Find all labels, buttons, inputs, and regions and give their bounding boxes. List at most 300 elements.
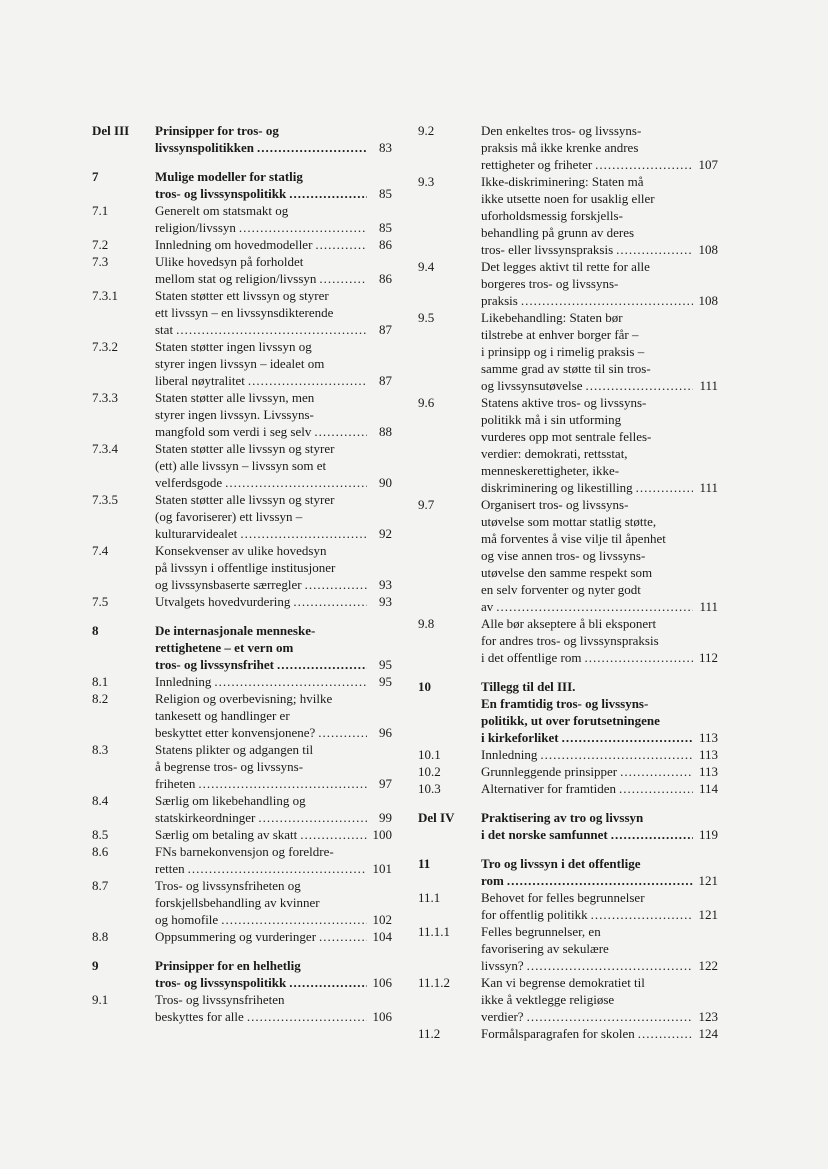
toc-leader-dots bbox=[293, 593, 367, 610]
toc-page-number: 97 bbox=[379, 776, 392, 791]
toc-title-line: og vise annen tros- og livssyns- bbox=[481, 548, 646, 563]
toc-title-line: Generelt om statsmakt og bbox=[155, 203, 289, 218]
toc-title-last-line bbox=[155, 139, 392, 156]
toc-page-number: 92 bbox=[379, 526, 392, 541]
toc-title-last-line bbox=[155, 974, 392, 991]
toc-title-line: menneskerettigheter, ikke- bbox=[481, 463, 620, 478]
toc-leader-dots bbox=[221, 911, 367, 928]
toc-title-line: favorisering av sekulære bbox=[481, 941, 609, 956]
toc-title-last-line bbox=[481, 377, 718, 394]
toc-entry-number: 9.7 bbox=[418, 497, 435, 512]
toc-entry-number: 8.3 bbox=[92, 742, 109, 757]
toc-entry-number: 9 bbox=[92, 958, 99, 973]
toc-entry-number: 8.1 bbox=[92, 674, 109, 689]
toc-title-line: Felles begrunnelser, en bbox=[481, 924, 601, 939]
toc-entry bbox=[418, 496, 718, 615]
toc-page-number: 121 bbox=[698, 907, 718, 922]
toc-leader-dots bbox=[176, 321, 367, 338]
toc-title-line: Praktisering av tro og livssyn bbox=[481, 810, 644, 825]
toc-entry bbox=[92, 690, 392, 741]
toc-entry-number: 9.3 bbox=[418, 174, 435, 189]
toc-page-number: 114 bbox=[698, 781, 718, 796]
toc-title-line: politikk må i sin utforming bbox=[481, 412, 622, 427]
toc-entry-number: 11.1.2 bbox=[418, 975, 451, 990]
toc-leader-dots bbox=[248, 372, 367, 389]
toc-title-line: Tillegg til del III. bbox=[481, 679, 576, 694]
toc-title-line: Det legges aktivt til rette for alle bbox=[481, 259, 650, 274]
toc-title-line: på livssyn i offentlige institusjoner bbox=[155, 560, 336, 575]
toc-title-line: utøvelse som mottar statlig støtte, bbox=[481, 514, 657, 529]
toc-title-last-line bbox=[155, 911, 392, 928]
toc-title-line: og livssynsutøvelse bbox=[481, 378, 583, 393]
toc-entry-number: 8 bbox=[92, 623, 99, 638]
toc-entry-title bbox=[155, 168, 392, 202]
toc-title-line: verdier? bbox=[481, 1009, 524, 1024]
toc-title-last-line bbox=[155, 372, 392, 389]
toc-entry-number: 7.5 bbox=[92, 594, 109, 609]
toc-title-last-line bbox=[155, 525, 392, 542]
toc-title-line: Tros- og livssynsfriheten bbox=[155, 992, 285, 1007]
toc-title-last-line bbox=[481, 241, 718, 258]
toc-title-line: mellom stat og religion/livssyn bbox=[155, 271, 317, 286]
toc-entry-title bbox=[155, 202, 392, 236]
toc-title-line: Tros- og livssynsfriheten og bbox=[155, 878, 301, 893]
toc-title-line: Staten støtter alle livssyn og styrer bbox=[155, 441, 335, 456]
toc-title-last-line bbox=[481, 826, 718, 843]
toc-entry bbox=[92, 542, 392, 593]
toc-entry-title bbox=[481, 394, 718, 496]
toc-title-line: praksis bbox=[481, 293, 518, 308]
toc-title-line: ikke å vektlegge religiøse bbox=[481, 992, 615, 1007]
toc-entry-number: Del IV bbox=[418, 810, 455, 825]
toc-entry bbox=[92, 792, 392, 826]
toc-entry-title bbox=[155, 690, 392, 741]
toc-page-number: 85 bbox=[379, 186, 392, 201]
toc-leader-dots bbox=[318, 724, 367, 741]
toc-title-line: beskyttet etter konvensjonene? bbox=[155, 725, 316, 740]
toc-entry-number: 10.2 bbox=[418, 764, 441, 779]
toc-title-line: Organisert tros- og livssyns- bbox=[481, 497, 629, 512]
toc-title-line: Behovet for felles begrunnelser bbox=[481, 890, 645, 905]
toc-title-line: for offentlig politikk bbox=[481, 907, 588, 922]
toc-page-number: 101 bbox=[372, 861, 392, 876]
toc-entry bbox=[418, 173, 718, 258]
toc-title-line: livssynspolitikken bbox=[155, 140, 254, 155]
toc-entry bbox=[92, 491, 392, 542]
toc-entry-title bbox=[481, 780, 718, 797]
toc-entry-title bbox=[155, 741, 392, 792]
toc-leader-dots bbox=[214, 673, 367, 690]
toc-entry-title bbox=[155, 792, 392, 826]
toc-entry bbox=[418, 974, 718, 1025]
toc-entry-number: 8.5 bbox=[92, 827, 109, 842]
toc-entry-number: Del III bbox=[92, 123, 130, 138]
toc-title-line: liberal nøytralitet bbox=[155, 373, 245, 388]
toc-title-line: Staten støtter ett livssyn og styrer bbox=[155, 288, 329, 303]
toc-entry-number: 8.8 bbox=[92, 929, 109, 944]
toc-entry bbox=[92, 338, 392, 389]
toc-title-line: Særlig om betaling av skatt bbox=[155, 827, 298, 842]
toc-entry-title bbox=[155, 826, 392, 843]
toc-title-line: av bbox=[481, 599, 494, 614]
toc-entry bbox=[92, 991, 392, 1025]
toc-entry bbox=[92, 253, 392, 287]
toc-title-line: Innledning bbox=[155, 674, 212, 689]
toc-entry-number: 10.1 bbox=[418, 747, 441, 762]
toc-title-last-line bbox=[481, 957, 718, 974]
toc-page-number: 85 bbox=[379, 220, 392, 235]
toc-title-line: kulturarvidealet bbox=[155, 526, 238, 541]
toc-page-number: 112 bbox=[698, 650, 718, 665]
toc-leader-dots bbox=[257, 139, 367, 156]
toc-title-line: velferdsgode bbox=[155, 475, 223, 490]
toc-title-line: Religion og overbevisning; hvilke bbox=[155, 691, 333, 706]
toc-entry-title bbox=[481, 746, 718, 763]
toc-chapter-heading bbox=[92, 957, 392, 991]
toc-leader-dots bbox=[638, 1025, 693, 1042]
toc-title-line: uforholdsmessig forskjells- bbox=[481, 208, 623, 223]
toc-title-line: Staten støtter alle livssyn, men bbox=[155, 390, 315, 405]
toc-page-number: 113 bbox=[698, 747, 718, 762]
toc-title-line: i det offentlige rom bbox=[481, 650, 582, 665]
toc-entry-number: 7.3.5 bbox=[92, 492, 118, 507]
toc-page-number: 95 bbox=[379, 674, 392, 689]
toc-title-line: å begrense tros- og livssyns- bbox=[155, 759, 304, 774]
toc-leader-dots bbox=[319, 928, 367, 945]
toc-title-line: Innledning om hovedmodeller bbox=[155, 237, 313, 252]
toc-entry-number: 9.4 bbox=[418, 259, 435, 274]
toc-title-last-line bbox=[481, 872, 718, 889]
toc-page-number: 121 bbox=[698, 873, 718, 888]
toc-title-last-line bbox=[481, 649, 718, 666]
toc-page-number: 95 bbox=[379, 657, 392, 672]
toc-title-line: rettighetene – et vern om bbox=[155, 640, 294, 655]
toc-title-line: livssyn? bbox=[481, 958, 524, 973]
toc-entry-title bbox=[155, 236, 392, 253]
toc-entry bbox=[92, 928, 392, 945]
toc-entry-number: 7.2 bbox=[92, 237, 109, 252]
toc-title-last-line bbox=[155, 1008, 392, 1025]
toc-title-line: verdier: demokrati, rettsstat, bbox=[481, 446, 628, 461]
toc-title-line: Statens plikter og adgangen til bbox=[155, 742, 314, 757]
toc-title-line: politikk, ut over forutsetningene bbox=[481, 713, 660, 728]
toc-entry-number: 10.3 bbox=[418, 781, 441, 796]
toc-title-line: stat bbox=[155, 322, 174, 337]
toc-title-last-line bbox=[155, 219, 392, 236]
toc-entry-number: 8.4 bbox=[92, 793, 109, 808]
toc-entry-title bbox=[155, 253, 392, 287]
toc-entry bbox=[92, 826, 392, 843]
toc-page-number: 88 bbox=[379, 424, 392, 439]
toc-entry-title bbox=[155, 673, 392, 690]
toc-entry-number: 7.3.3 bbox=[92, 390, 118, 405]
toc-leader-dots bbox=[225, 474, 367, 491]
toc-entry bbox=[92, 593, 392, 610]
toc-entry-number: 7.3.2 bbox=[92, 339, 118, 354]
toc-leader-dots bbox=[585, 377, 693, 394]
toc-leader-dots bbox=[315, 236, 367, 253]
toc-entry bbox=[92, 236, 392, 253]
toc-entry bbox=[418, 763, 718, 780]
toc-page-number: 102 bbox=[372, 912, 392, 927]
toc-title-line: Formålsparagrafen for skolen bbox=[481, 1026, 635, 1041]
toc-title-line: Staten støtter alle livssyn og styrer bbox=[155, 492, 335, 507]
toc-entry bbox=[92, 741, 392, 792]
toc-title-line: en selv forventer og nyter godt bbox=[481, 582, 641, 597]
toc-page-number: 93 bbox=[379, 594, 392, 609]
toc-title-line: friheten bbox=[155, 776, 196, 791]
toc-entry-title bbox=[155, 122, 392, 156]
toc-entry-number: 7.3.1 bbox=[92, 288, 118, 303]
toc-leader-dots bbox=[247, 1008, 367, 1025]
toc-entry-title bbox=[155, 622, 392, 673]
toc-entry bbox=[418, 258, 718, 309]
toc-title-line: Konsekvenser av ulike hovedsyn bbox=[155, 543, 327, 558]
toc-entry-number: 11.2 bbox=[418, 1026, 441, 1041]
toc-leader-dots bbox=[300, 826, 367, 843]
toc-title-last-line bbox=[481, 479, 718, 496]
toc-page-number: 111 bbox=[699, 378, 718, 393]
toc-chapter-heading bbox=[418, 855, 718, 889]
toc-column-left bbox=[92, 122, 392, 1025]
toc-chapter-heading bbox=[418, 809, 718, 843]
toc-title-line: rom bbox=[481, 873, 504, 888]
toc-title-last-line bbox=[155, 474, 392, 491]
toc-leader-dots bbox=[527, 957, 693, 974]
toc-title-line: FNs barnekonvensjon og foreldre- bbox=[155, 844, 334, 859]
toc-title-last-line bbox=[155, 724, 392, 741]
toc-title-line: styrer ingen livssyn. Livssyns- bbox=[155, 407, 314, 422]
toc-leader-dots bbox=[616, 241, 693, 258]
toc-title-last-line bbox=[155, 270, 392, 287]
toc-chapter-heading bbox=[92, 122, 392, 156]
toc-page-number: 86 bbox=[379, 271, 392, 286]
toc-entry-title bbox=[155, 928, 392, 945]
toc-title-last-line bbox=[481, 780, 718, 797]
toc-title-line: Ikke-diskriminering: Staten må bbox=[481, 174, 644, 189]
toc-entry-title bbox=[481, 615, 718, 666]
toc-title-line: i det norske samfunnet bbox=[481, 827, 608, 842]
toc-title-line: (og favoriserer) ett livssyn – bbox=[155, 509, 303, 524]
toc-leader-dots bbox=[305, 576, 367, 593]
toc-title-last-line bbox=[155, 860, 392, 877]
toc-entry bbox=[92, 202, 392, 236]
toc-title-last-line bbox=[155, 928, 392, 945]
toc-title-line: tros- og livssynspolitikk bbox=[155, 975, 287, 990]
toc-title-line: tros- og livssynspolitikk bbox=[155, 186, 287, 201]
toc-title-last-line bbox=[481, 1025, 718, 1042]
toc-title-line: og livssynsbaserte særregler bbox=[155, 577, 302, 592]
toc-entry bbox=[92, 877, 392, 928]
toc-title-line: retten bbox=[155, 861, 185, 876]
toc-page-number: 96 bbox=[379, 725, 392, 740]
toc-leader-dots bbox=[611, 826, 693, 843]
toc-leader-dots bbox=[314, 423, 367, 440]
toc-page-number: 107 bbox=[698, 157, 718, 172]
toc-entry-title bbox=[481, 1025, 718, 1042]
toc-title-line: Likebehandling: Staten bør bbox=[481, 310, 623, 325]
toc-entry bbox=[418, 746, 718, 763]
toc-title-last-line bbox=[155, 236, 392, 253]
toc-leader-dots bbox=[496, 598, 693, 615]
toc-page-number: 108 bbox=[698, 242, 718, 257]
toc-title-line: rettigheter og friheter bbox=[481, 157, 593, 172]
toc-leader-dots bbox=[620, 763, 693, 780]
toc-title-line: (ett) alle livssyn – livssyn som et bbox=[155, 458, 327, 473]
toc-title-line: De internasjonale menneske- bbox=[155, 623, 316, 638]
toc-entry-title bbox=[481, 889, 718, 923]
toc-title-line: utøvelse den samme respekt som bbox=[481, 565, 653, 580]
toc-page-number: 113 bbox=[698, 730, 718, 745]
toc-entry-title bbox=[155, 338, 392, 389]
toc-chapter-heading bbox=[92, 622, 392, 673]
toc-title-line: Prinsipper for tros- og bbox=[155, 123, 279, 138]
toc-title-line: forskjellsbehandling av kvinner bbox=[155, 895, 320, 910]
toc-page-number: 106 bbox=[372, 975, 392, 990]
toc-page-number: 100 bbox=[372, 827, 392, 842]
toc-leader-dots bbox=[562, 729, 693, 746]
toc-title-line: Staten støtter ingen livssyn og bbox=[155, 339, 312, 354]
toc-title-line: samme grad av støtte til sin tros- bbox=[481, 361, 651, 376]
toc-entry-number: 10 bbox=[418, 679, 431, 694]
toc-entry-title bbox=[155, 440, 392, 491]
toc-entry-title bbox=[155, 991, 392, 1025]
toc-title-line: borgeres tros- og livssyns- bbox=[481, 276, 619, 291]
toc-page-number: 123 bbox=[698, 1009, 718, 1024]
toc-title-line: tilstrebe at enhver borger får – bbox=[481, 327, 639, 342]
toc-title-line: Statens aktive tros- og livssyns- bbox=[481, 395, 647, 410]
toc-title-last-line bbox=[481, 1008, 718, 1025]
toc-title-line: Innledning bbox=[481, 747, 538, 762]
toc-entry-number: 11 bbox=[418, 856, 431, 871]
toc-entry-title bbox=[155, 843, 392, 877]
toc-title-line: tros- eller livssynspraksis bbox=[481, 242, 614, 257]
toc-leader-dots bbox=[188, 860, 367, 877]
toc-title-line: praksis må ikke krenke andres bbox=[481, 140, 639, 155]
toc-chapter-heading bbox=[418, 678, 718, 746]
toc-title-last-line bbox=[481, 906, 718, 923]
toc-leader-dots bbox=[595, 156, 693, 173]
toc-title-line: beskyttes for alle bbox=[155, 1009, 244, 1024]
toc-title-line: Mulige modeller for statlig bbox=[155, 169, 303, 184]
toc-entry bbox=[418, 394, 718, 496]
toc-entry bbox=[418, 923, 718, 974]
toc-entry-title bbox=[481, 496, 718, 615]
toc-leader-dots bbox=[277, 656, 367, 673]
toc-page-number: 122 bbox=[698, 958, 718, 973]
toc-entry-title bbox=[155, 491, 392, 542]
toc-entry-number: 8.7 bbox=[92, 878, 109, 893]
toc-entry-number: 8.6 bbox=[92, 844, 109, 859]
toc-leader-dots bbox=[636, 479, 693, 496]
toc-title-line: behandling på grunn av deres bbox=[481, 225, 635, 240]
toc-entry-number: 11.1.1 bbox=[418, 924, 451, 939]
toc-title-line: i kirkeforliket bbox=[481, 730, 559, 745]
toc-entry-title bbox=[155, 542, 392, 593]
toc-title-last-line bbox=[481, 729, 718, 746]
toc-title-last-line bbox=[481, 156, 718, 173]
toc-entry bbox=[92, 389, 392, 440]
toc-entry-number: 7 bbox=[92, 169, 99, 184]
toc-leader-dots bbox=[240, 525, 367, 542]
toc-title-line: tros- og livssynsfrihet bbox=[155, 657, 274, 672]
toc-entry-title bbox=[481, 678, 718, 746]
toc-entry-title bbox=[481, 763, 718, 780]
toc-entry-number: 7.3 bbox=[92, 254, 109, 269]
toc-entry bbox=[92, 287, 392, 338]
toc-title-line: diskriminering og likestilling bbox=[481, 480, 633, 495]
toc-entry-number: 11.1 bbox=[418, 890, 441, 905]
toc-title-line: Tro og livssyn i det offentlige bbox=[481, 856, 641, 871]
toc-title-line: ikke utsette noen for usaklig eller bbox=[481, 191, 655, 206]
toc-leader-dots bbox=[521, 292, 693, 309]
toc-title-line: Kan vi begrense demokratiet til bbox=[481, 975, 645, 990]
toc-title-last-line bbox=[155, 809, 392, 826]
toc-title-line: statskirkeordninger bbox=[155, 810, 256, 825]
toc-title-last-line bbox=[155, 593, 392, 610]
toc-title-line: Grunnleggende prinsipper bbox=[481, 764, 618, 779]
toc-title-line: ett livssyn – en livssynsdikterende bbox=[155, 305, 334, 320]
toc-leader-dots bbox=[527, 1008, 693, 1025]
toc-title-line: i prinsipp og i rimelig praksis – bbox=[481, 344, 645, 359]
toc-title-last-line bbox=[155, 775, 392, 792]
toc-entry-number: 9.2 bbox=[418, 123, 435, 138]
toc-entry-title bbox=[481, 173, 718, 258]
toc-page-number: 124 bbox=[698, 1026, 718, 1041]
toc-entry bbox=[418, 1025, 718, 1042]
toc-entry bbox=[418, 615, 718, 666]
toc-title-line: vurderes opp mot sentrale felles- bbox=[481, 429, 652, 444]
toc-page-number: 108 bbox=[698, 293, 718, 308]
toc-entry-title bbox=[481, 923, 718, 974]
toc-title-line: for andres tros- og livssynspraksis bbox=[481, 633, 659, 648]
toc-entry bbox=[92, 673, 392, 690]
toc-entry bbox=[92, 843, 392, 877]
toc-entry-number: 9.6 bbox=[418, 395, 435, 410]
toc-title-line: tankesett og handlinger er bbox=[155, 708, 290, 723]
toc-entry-number: 7.3.4 bbox=[92, 441, 118, 456]
toc-title-line: Alternativer for framtiden bbox=[481, 781, 616, 796]
toc-title-last-line bbox=[481, 598, 718, 615]
toc-leader-dots bbox=[289, 185, 367, 202]
toc-entry bbox=[418, 889, 718, 923]
toc-entry-title bbox=[155, 593, 392, 610]
toc-leader-dots bbox=[239, 219, 367, 236]
toc-title-last-line bbox=[155, 423, 392, 440]
toc-title-last-line bbox=[155, 321, 392, 338]
toc-entry-title bbox=[481, 974, 718, 1025]
toc-title-line: Den enkeltes tros- og livssyns- bbox=[481, 123, 642, 138]
toc-page-number: 104 bbox=[372, 929, 392, 944]
toc-title-last-line bbox=[155, 826, 392, 843]
toc-title-last-line bbox=[481, 746, 718, 763]
toc-page-number: 90 bbox=[379, 475, 392, 490]
toc-leader-dots bbox=[619, 780, 693, 797]
toc-page-number: 99 bbox=[379, 810, 392, 825]
toc-title-line: Utvalgets hovedvurdering bbox=[155, 594, 291, 609]
toc-entry-title bbox=[481, 309, 718, 394]
toc-title-line: mangfold som verdi i seg selv bbox=[155, 424, 312, 439]
toc-leader-dots bbox=[289, 974, 367, 991]
toc-page-number: 106 bbox=[372, 1009, 392, 1024]
toc-page-number: 87 bbox=[379, 373, 392, 388]
toc-entry-title bbox=[481, 122, 718, 173]
toc-entry bbox=[418, 309, 718, 394]
toc-title-line: religion/livssyn bbox=[155, 220, 236, 235]
toc-page-number: 83 bbox=[379, 140, 392, 155]
toc-leader-dots bbox=[591, 906, 693, 923]
toc-title-last-line bbox=[155, 185, 392, 202]
